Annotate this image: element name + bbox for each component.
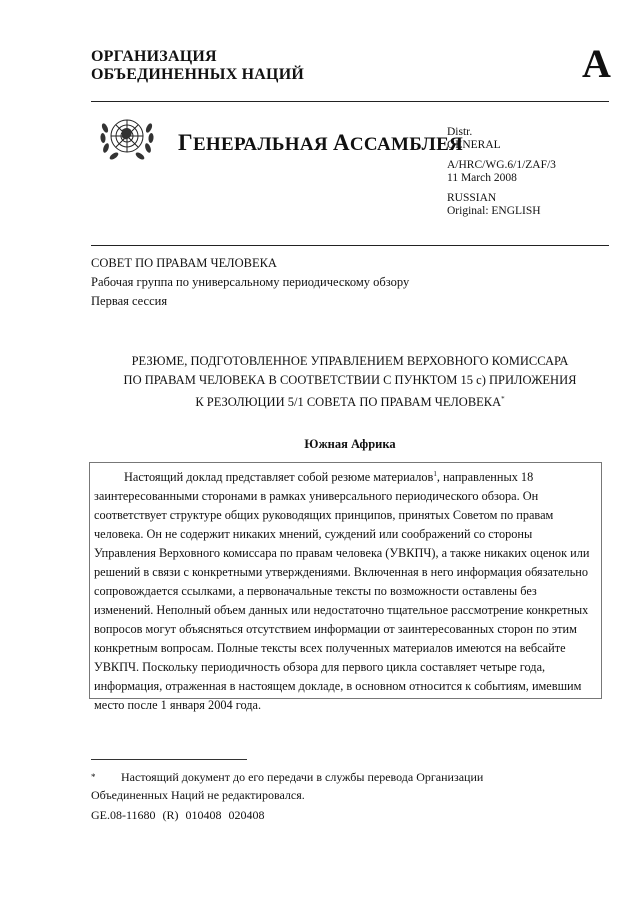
org-line-1: ОРГАНИЗАЦИЯ (91, 48, 217, 65)
document-title: РЕЗЮМЕ, ПОДГОТОВЛЕННОЕ УПРАВЛЕНИЕМ ВЕРХОВНОГО КОМИССАРА ПО ПРАВАМ ЧЕЛОВЕКА В СООТВЕТСТВИИ С ПУНКТОМ 15 с) ПРИЛОЖЕНИЯ К РЕЗОЛЮЦИИ 5/1 СОВЕТА ПО ПРАВАМ ЧЕЛОВЕКА* (123, 354, 577, 410)
un-emblem-icon (97, 110, 157, 166)
footnote-text: Настоящий документ до его передачи в службы перевода Организации Объединенных Наций не редактировался. (91, 770, 484, 802)
document-metadata (447, 126, 556, 225)
series-symbol: A (582, 41, 611, 86)
footnote-mark: * (91, 772, 96, 782)
distr-value: GENERAL (447, 139, 501, 151)
council-name: СОВЕТ ПО ПРАВАМ ЧЕЛОВЕКА (91, 256, 277, 270)
title-footnote-mark: * (501, 395, 505, 403)
working-group: Рабочая группа по универсальному периодическому обзору (91, 275, 410, 289)
footnote-ref: 1 (433, 470, 437, 478)
footnote (91, 768, 561, 804)
document-number: GE.08-11680 (R) 010408 020408 (91, 808, 265, 822)
org-line-2: ОБЪЕДИНЕННЫХ НАЦИЙ (91, 66, 304, 83)
summary-box (89, 462, 602, 713)
original-language: Original: ENGLISH (447, 205, 541, 217)
summary-text: Настоящий доклад представляет собой резюме материалов$^1$, направленных 18 заинтересованными сторонами в рамках универсального периодического обзора. Он соответствует структуре общих руководящих принципов, принятых Советом по правам человека. Он не содержит никаких мнений, суждений или соображений со стороны Управления Верховного комиссара по правам человека (УВКПЧ), а также никаких оценок или решений в связи с конкретными утверждениями. Включенная в него информация обязательно сопровождается ссылками, а первоначальные тексты по возможности оставлены без изменений. Неполный объем данных или недостаточно тщательное рассмотрение конкретных вопросов могут объясняться отсутствием информации от заинтересованных сторон по этим конкретным вопросам. Полные тексты всех полученных материалов имеются на вебсайте УВКПЧ. Поскольку периодичность обзора для первого цикла составляет четыре года, информация, отраженная в настоящем докладе, в основном относится к событиям, имевшим место после 1 января 2004 года. (94, 470, 590, 713)
council-block (91, 254, 409, 311)
distr-label: Distr. (447, 126, 473, 138)
document-symbol: A/HRC/WG.6/1/ZAF/3 (447, 159, 556, 171)
session: Первая сессия (91, 294, 168, 308)
document-language: RUSSIAN (447, 192, 497, 204)
metadata-divider (91, 245, 609, 246)
footnote-divider (91, 759, 247, 760)
organization-name (91, 48, 304, 84)
document-date: 11 March 2008 (447, 172, 517, 184)
header-divider (91, 101, 609, 102)
country-heading: Южная Африка (304, 437, 396, 451)
general-assembly-title: ГЕНЕРАЛЬНАЯ АССАМБЛЕЯ (178, 130, 464, 155)
